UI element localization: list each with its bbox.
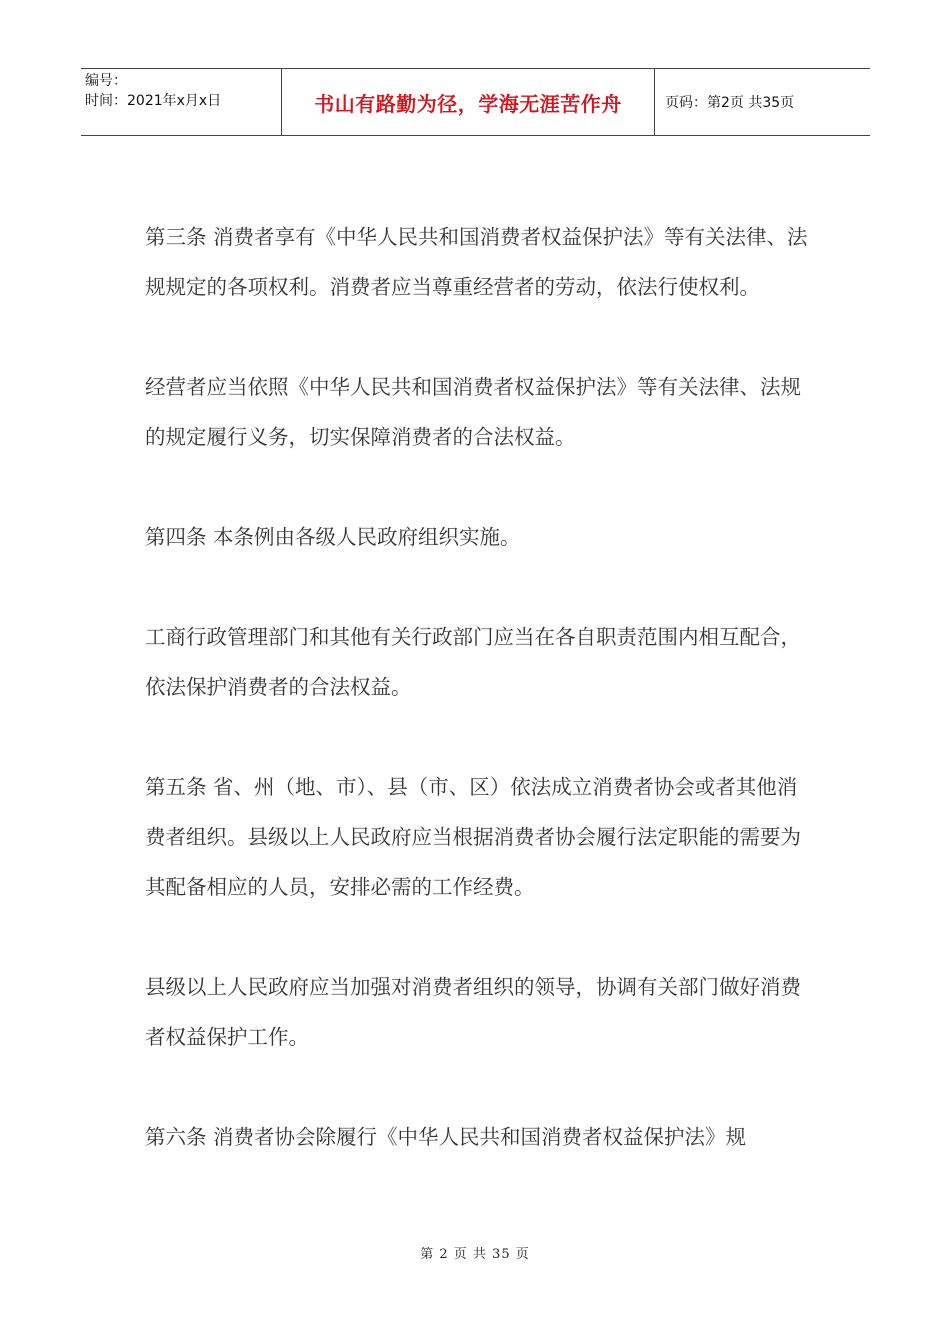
header-meta-cell — [81, 69, 282, 135]
paragraph-government-leadership: 县级以上人民政府应当加强对消费者组织的领导，协调有关部门做好消费者权益保护工作。 — [145, 975, 801, 1049]
document-date-label: 时间：2021年x月x日 — [85, 93, 222, 109]
page-header — [81, 68, 870, 136]
page-footer: 第 2 页 共 35 页 — [420, 1247, 530, 1262]
paragraph-article-3: 第三条 消费者享有《中华人民共和国消费者权益保护法》等有关法律、法规规定的各项权利。消费者应当尊重经营者的劳动，依法行使权利。 — [145, 225, 808, 299]
document-body — [145, 212, 810, 1212]
paragraph-article-4: 第四条 本条例由各级人民政府组织实施。 — [145, 525, 521, 549]
paragraph-departments-cooperation: 工商行政管理部门和其他有关行政部门应当在各自职责范围内相互配合，依法保护消费者的合法权益。 — [145, 625, 801, 699]
document-number-label: 编号： — [85, 73, 127, 89]
header-page-info: 页码：第2页 共35页 — [665, 95, 795, 111]
header-motto: 书山有路勤为径，学海无涯苦作舟 — [282, 69, 655, 135]
paragraph-article-5: 第五条 省、州（地、市）、县（市、区）依法成立消费者协会或者其他消费者组织。县级以上人民政府应当根据消费者协会履行法定职能的需要为其配备相应的人员，安排必需的工作经费。 — [145, 775, 801, 899]
paragraph-operator-duties: 经营者应当依照《中华人民共和国消费者权益保护法》等有关法律、法规的规定履行义务，切实保障消费者的合法权益。 — [145, 375, 801, 449]
paragraph-article-6: 第六条 消费者协会除履行《中华人民共和国消费者权益保护法》规 — [145, 1125, 747, 1149]
